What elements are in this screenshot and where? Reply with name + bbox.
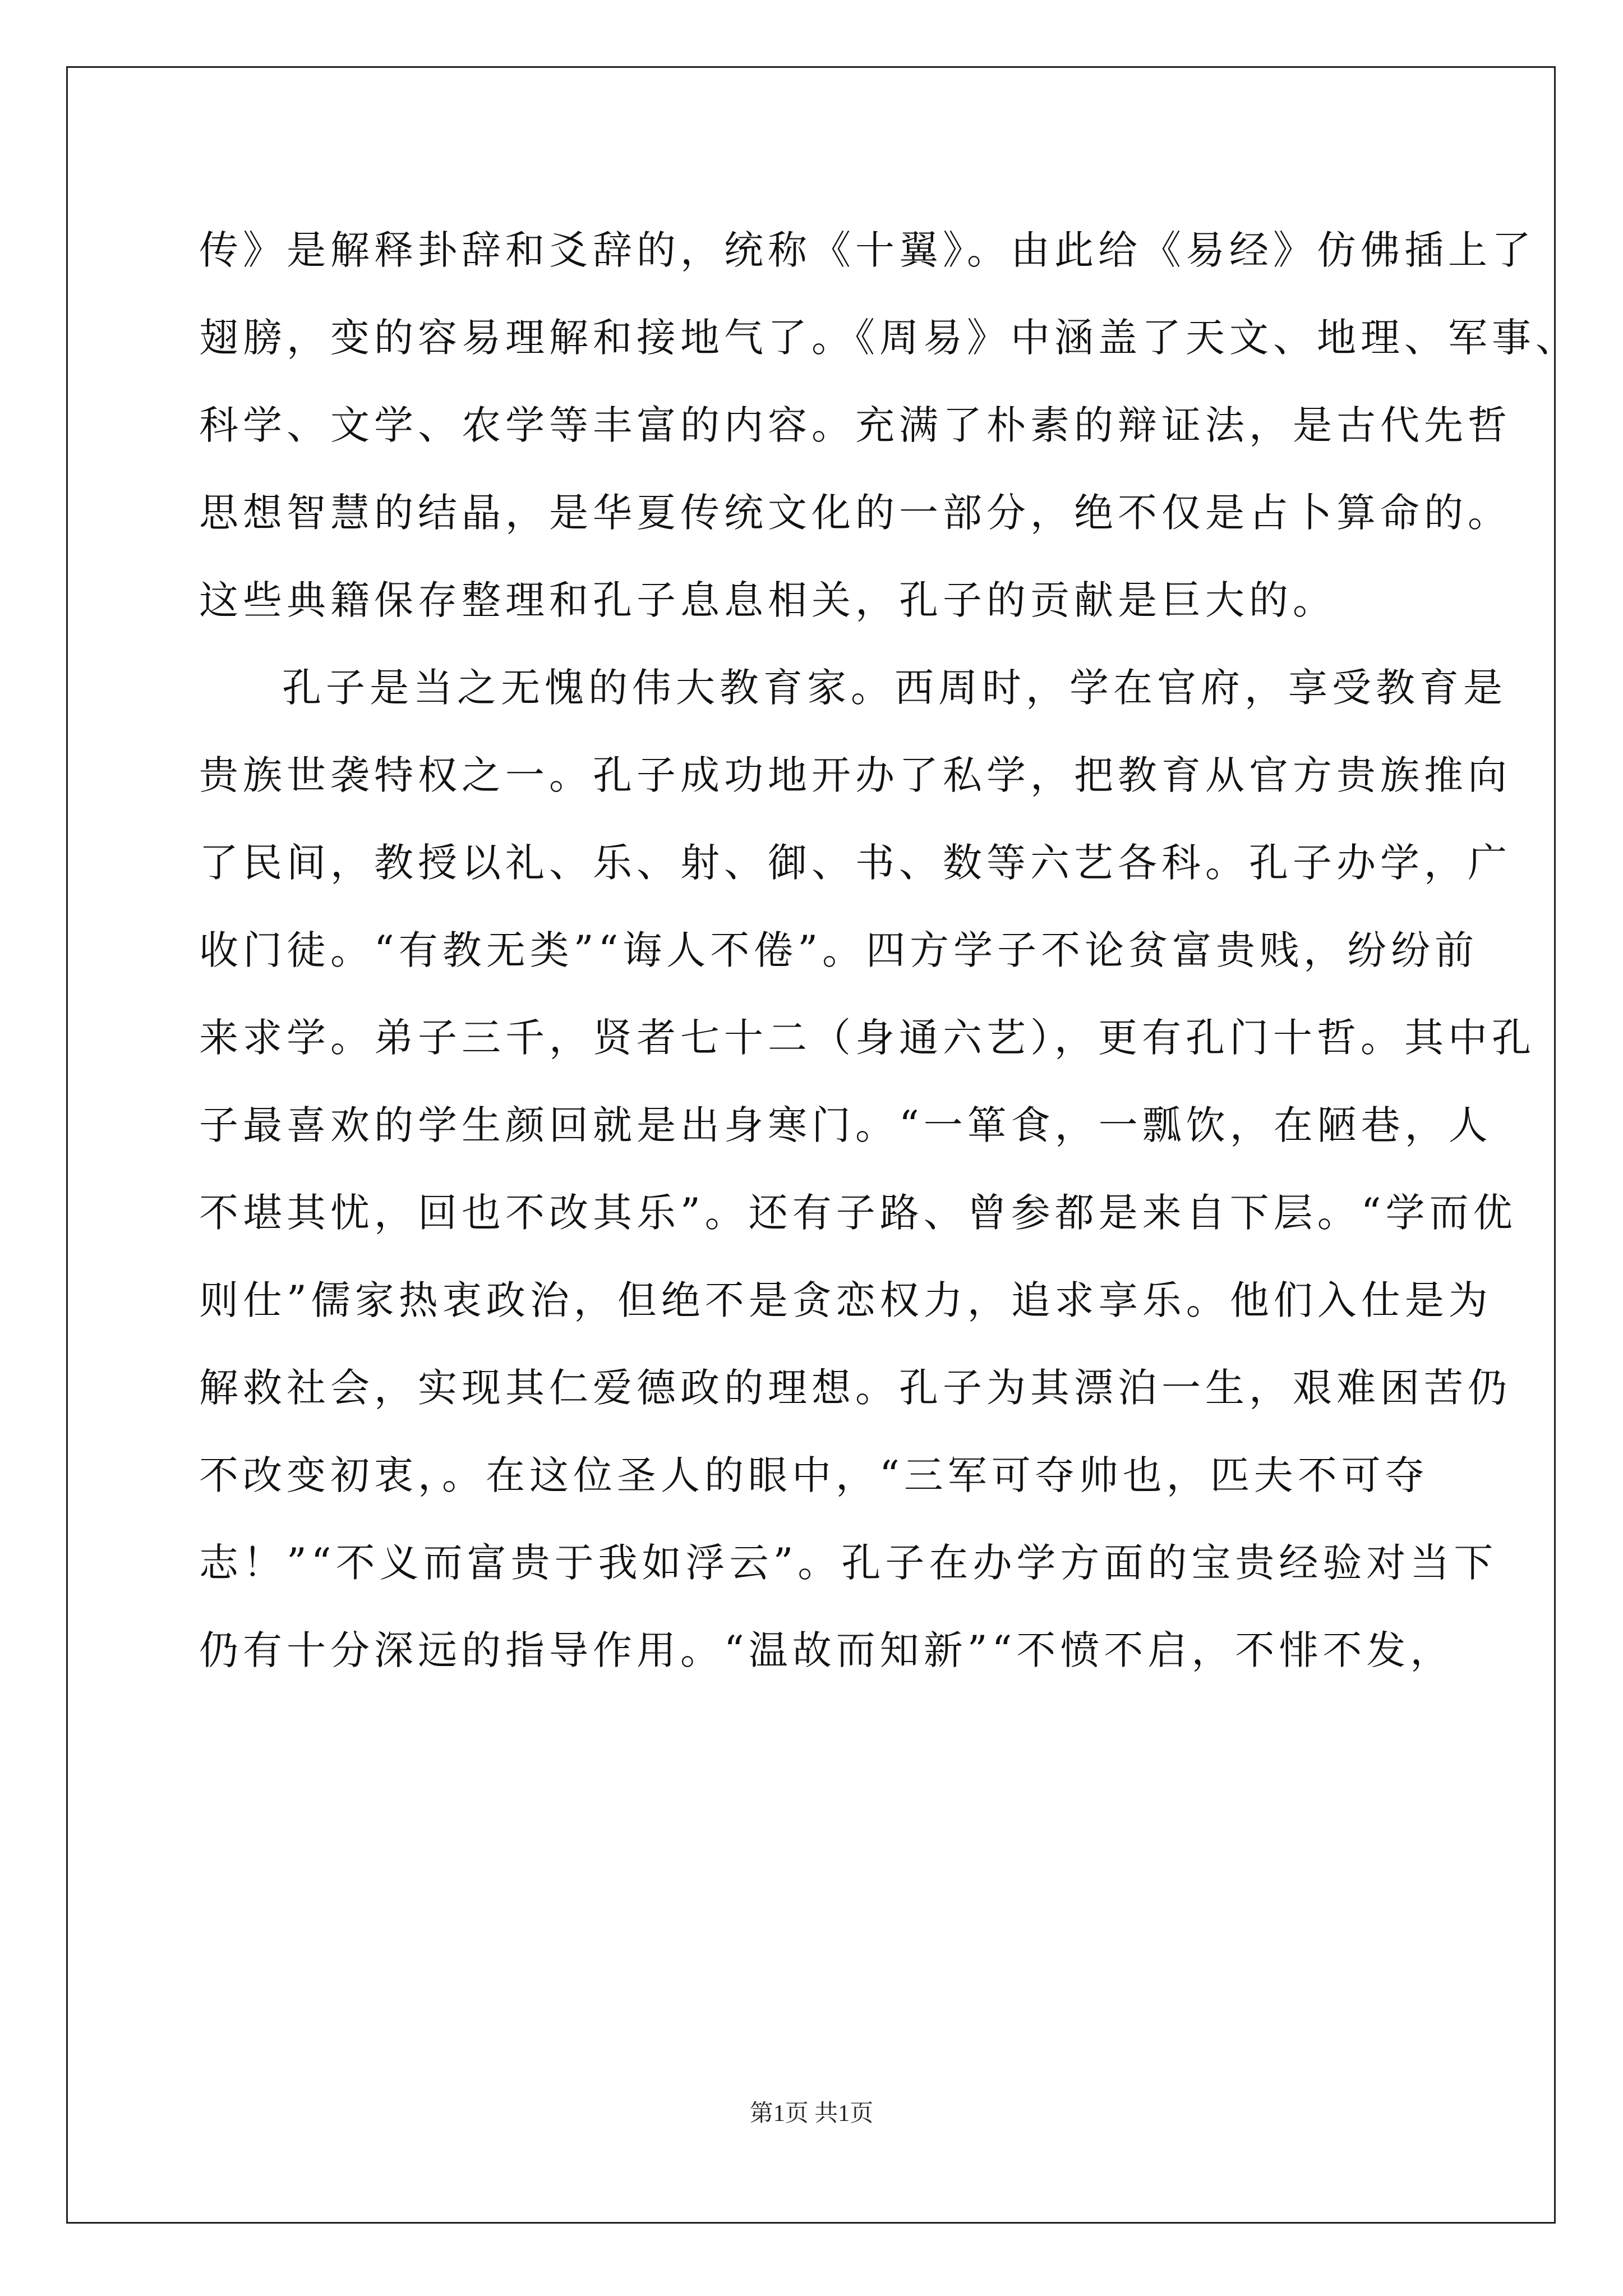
text-line: 翅膀，变的容易理解和接地气了。《周易》中涵盖了天文、地理、军事、 <box>199 315 1579 361</box>
text-line: 不堪其忧，回也不改其乐”。还有子路、曾参都是来自下层。“学而优 <box>199 1190 1517 1236</box>
text-line: 传》是解释卦辞和爻辞的，统称《十翼》。由此给《易经》仿佛插上了 <box>199 227 1536 273</box>
text-line: 这些典籍保存整理和孔子息息相关，孔子的贡献是巨大的。 <box>199 577 1336 623</box>
text-line: 志！”“不义而富贵于我如浮云”。孔子在办学方面的宝贵经验对当下 <box>199 1540 1498 1586</box>
text-line: 了民间，教授以礼、乐、射、御、书、数等六艺各科。孔子办学，广 <box>199 840 1511 886</box>
text-line: 解救社会，实现其仁爱德政的理想。孔子为其漂泊一生，艰难困苦仍 <box>199 1365 1511 1411</box>
document-body <box>199 206 1579 1694</box>
paragraph-2 <box>199 644 1536 1694</box>
text-line: 收门徒。“有教无类”“诲人不倦”。四方学子不论贫富贵贱，纷纷前 <box>199 927 1479 973</box>
text-line: 思想智慧的结晶，是华夏传统文化的一部分，绝不仅是占卜算命的。 <box>199 490 1511 536</box>
paragraph-1 <box>199 206 1579 644</box>
text-line: 贵族世袭特权之一。孔子成功地开办了私学，把教育从官方贵族推向 <box>199 752 1511 798</box>
text-line: 来求学。弟子三千，贤者七十二（身通六艺），更有孔门十哲。其中孔 <box>199 1015 1536 1061</box>
page-number: 第1页 共1页 <box>749 2101 874 2127</box>
text-line: 孔子是当之无愧的伟大教育家。西周时，学在官府，享受教育是 <box>282 665 1507 711</box>
text-line: 科学、文学、农学等丰富的内容。充满了朴素的辩证法，是古代先哲 <box>199 402 1511 448</box>
text-line: 仍有十分深远的指导作用。“温故而知新”“不愤不启，不悱不发， <box>199 1627 1454 1673</box>
text-line: 子最喜欢的学生颜回就是出身寒门。“一箪食，一瓢饮，在陋巷，人 <box>199 1102 1492 1148</box>
text-line: 则仕”儒家热衷政治，但绝不是贪恋权力，追求享乐。他们入仕是为 <box>199 1277 1492 1323</box>
text-line: 不改变初衷，。在这位圣人的眼中，“三军可夺帅也，匹夫不可夺 <box>199 1452 1429 1498</box>
